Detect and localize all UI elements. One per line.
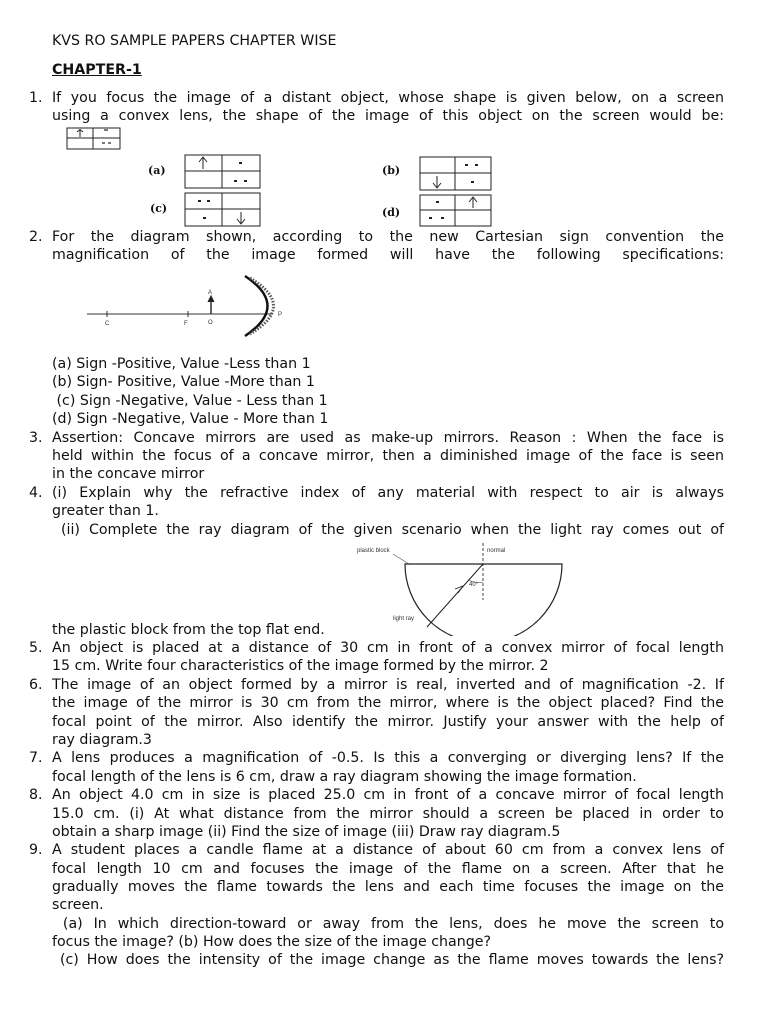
question-number: 9.: [29, 842, 43, 858]
light-ray-label: light ray: [393, 616, 415, 622]
option-label-a: (a): [148, 164, 166, 177]
question-text: the image of the mirror is 30 cm from the mirror, where is the object placed? Find the: [52, 695, 724, 711]
normal-label: normal: [487, 548, 506, 554]
option-text: (d) Sign -Negative, Value - More than 1: [52, 411, 329, 427]
question-text: 15.0 cm. (i) At what distance from the mirror should a screen be placed in order to: [52, 806, 724, 822]
question-text: An object is placed at a distance of 30 cm in front of a convex mirror of focal length: [52, 640, 724, 656]
convex-mirror-diagram: [85, 272, 295, 344]
option-label-c: (c): [150, 202, 168, 215]
question-text: A lens produces a magnification of -0.5. Is this a converging or diverging lens? If the: [52, 750, 724, 766]
option-text: (a) Sign -Positive, Value -Less than 1: [52, 356, 311, 372]
option-c-figure: [184, 192, 262, 228]
angle-label: 40°: [469, 582, 479, 588]
question-number: 3.: [29, 430, 43, 446]
question-text: (c) How does the intensity of the image change as the flame moves towards the lens?: [52, 952, 725, 968]
question-text: An object 4.0 cm in size is placed 25.0 cm in front of a concave mirror of focal length: [52, 787, 724, 803]
pole-p-label: P: [278, 312, 283, 318]
option-text: (c) Sign -Negative, Value - Less than 1: [52, 393, 328, 409]
option-a-figure: [184, 154, 262, 190]
option-b-figure: [419, 156, 493, 192]
plastic-block-label: plastic block: [357, 548, 390, 554]
point-o-label: O: [208, 320, 213, 326]
question-text: focal length 10 cm and focuses the image of the flame on a screen. After that he: [52, 861, 724, 877]
question-text: screen.: [52, 897, 104, 913]
plastic-block-diagram: [355, 540, 570, 636]
question-text: held within the focus of a concave mirror, then a diminished image of the face is seen: [52, 448, 724, 464]
question-text: (a) In which direction-toward or away from the lens, does he move the screen to: [52, 916, 724, 932]
question-text: using a convex lens, the shape of the image of this object on the screen would be:: [52, 108, 724, 124]
point-f-label: F: [184, 321, 188, 327]
question-text: the plastic block from the top flat end.: [52, 622, 325, 638]
question-text: If you focus the image of a distant object, whose shape is given below, on a screen: [52, 90, 724, 106]
option-d-figure: [419, 194, 493, 228]
object-a-label: A: [208, 290, 213, 296]
question-text: focal point of the mirror. Also identify the mirror. Justify your answer with the help of: [52, 714, 724, 730]
question-text: greater than 1.: [52, 503, 159, 519]
question-text: magnification of the image formed will have the following specifications:: [52, 247, 724, 263]
option-label-b: (b): [382, 164, 401, 177]
object-shape-figure: [66, 127, 122, 151]
question-text: 15 cm. Write four characteristics of the image formed by the mirror. 2: [52, 658, 549, 674]
option-label-d: (d): [382, 206, 401, 219]
question-text: in the concave mirror: [52, 466, 205, 482]
question-text: The image of an object formed by a mirror is real, inverted and of magnification -2. If: [52, 677, 724, 693]
question-text: (ii) Complete the ray diagram of the given scenario when the light ray comes out of: [52, 522, 724, 538]
question-number: 7.: [29, 750, 43, 766]
question-text: obtain a sharp image (ii) Find the size of image (iii) Draw ray diagram.5: [52, 824, 561, 840]
question-text: focus the image? (b) How does the size of the image change?: [52, 934, 491, 950]
question-text: (i) Explain why the refractive index of any material with respect to air is always: [52, 485, 724, 501]
question-text: focal length of the lens is 6 cm, draw a ray diagram showing the image formation.: [52, 769, 637, 785]
question-number: 8.: [29, 787, 43, 803]
question-number: 5.: [29, 640, 43, 656]
question-number: 1.: [29, 90, 43, 106]
question-text: For the diagram shown, according to the new Cartesian sign convention the: [52, 229, 724, 245]
question-text: ray diagram.3: [52, 732, 152, 748]
chapter-heading: CHAPTER-1: [52, 62, 142, 78]
question-number: 6.: [29, 677, 43, 693]
point-c-label: C: [105, 321, 110, 327]
document-title: KVS RO SAMPLE PAPERS CHAPTER WISE: [52, 33, 337, 49]
question-text: Assertion: Concave mirrors are used as make-up mirrors. Reason : When the face is: [52, 430, 724, 446]
option-text: (b) Sign- Positive, Value -More than 1: [52, 374, 315, 390]
question-number: 4.: [29, 485, 43, 501]
question-text: A student places a candle flame at a distance of about 60 cm from a convex lens of: [52, 842, 724, 858]
question-text: gradually moves the flame towards the lens and each time focuses the image on the: [52, 879, 724, 895]
question-number: 2.: [29, 229, 43, 245]
